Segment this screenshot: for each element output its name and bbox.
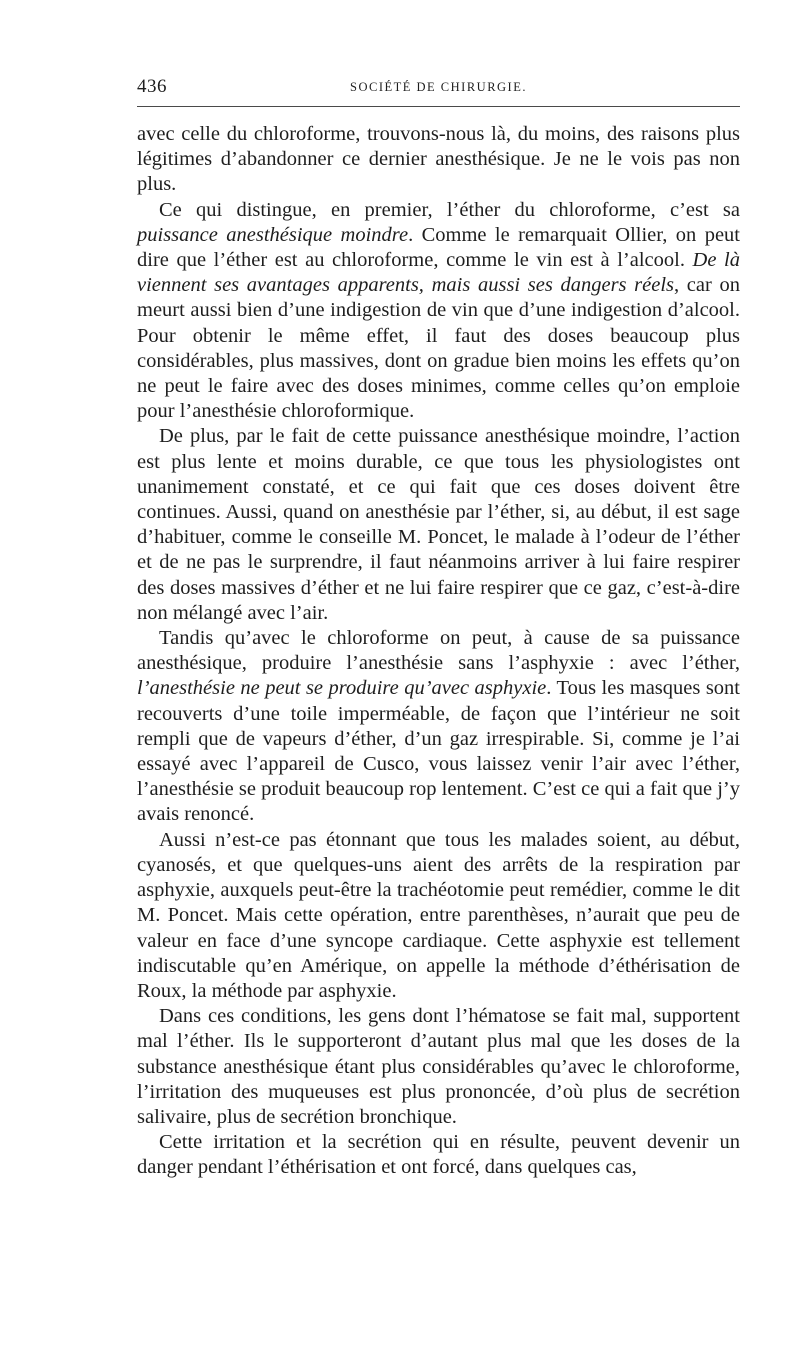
paragraph-text: Tandis qu’avec le chloroforme on peut, à cause de sa puissance anesthésique, produire l’anesthésie sans l’asphyxie : avec l’éther,	[137, 627, 740, 675]
paragraph-text: , car on meurt aussi bien d’une indigestion de vin que d’une indigestion d’alcool. Pour obtenir le même effet, il faut des doses beaucoup plus considérables, plus massives, dont on gradue bien moins les effets qu’on ne peut le faire avec des doses minimes, comme celles qu’on emploie pour l’anesthésie chloroformique.	[137, 274, 740, 423]
paragraph-2	[137, 198, 740, 425]
paragraph-text: . Tous les masques sont recouverts d’une toile imperméable, de façon que l’intérieur ne soit rempli que de vapeurs d’éther, d’un gaz irrespirable. Si, comme je l’ai essayé avec l’appareil de Cusco, vous laissez venir l’air avec l’éther, l’anesthésie se produit beaucoup rop lentement. C’est ce qui a fait que j’y avais renoncé.	[137, 677, 740, 826]
paragraph-text: Aussi n’est-ce pas étonnant que tous les malades soient, au début, cyanosés, et que quelques-uns aient des arrêts de la respiration par asphyxie, auxquels peut-être la trachéotomie peut remédier, comme le dit M. Poncet. Mais cette opération, entre parenthèses, n’aurait que peu de valeur en face d’une syncope cardiaque. Cette asphyxie est tellement indiscutable qu’en Amérique, on appelle la méthode d’éthérisation de Roux, la méthode par asphyxie.	[137, 828, 740, 1002]
paragraph-text: Cette irritation et la secrétion qui en résulte, peuvent devenir un danger pendant l’éthérisation et ont forcé, dans quelques cas,	[137, 1131, 740, 1179]
paragraph-text: . Comme le remarquait Ollier, on peut dire que l’éther est au chloroforme, comme le vin est à l’alcool.	[137, 223, 740, 272]
page-number: 436	[137, 76, 167, 97]
italic-phrase: puissance anesthésique moindre	[137, 223, 409, 246]
paragraph-3	[137, 424, 740, 626]
paragraph-1	[137, 122, 740, 198]
page-header	[137, 74, 740, 100]
italic-phrase: l’anesthésie ne peut se produire qu’avec asphyxie	[137, 677, 547, 700]
paragraph-7	[137, 1130, 740, 1180]
running-title: SOCIÉTÉ DE CHIRURGIE.	[350, 80, 527, 94]
paragraph-6	[137, 1004, 740, 1130]
body-text	[137, 122, 740, 1181]
header-rule	[137, 106, 740, 107]
italic-phrase: De là viennent ses avantages apparents, mais aussi ses dangers réels	[137, 249, 740, 297]
paragraph-text: De plus, par le fait de cette puissance anesthésique moindre, l’action est plus lente et moins durable, ce que tous les physiologistes ont unanimement constaté, et ce qui fait que ces doses doivent être continues. Aussi, quand on anesthésie par l’éther, si, au début, il est sage d’habituer, comme le conseille M. Poncet, le malade à l’odeur de l’éther et de ne pas le surprendre, il faut néanmoins arriver à lui faire respirer des doses massives d’éther et ne lui faire respirer que ce gaz, c’est-à-dire non mélangé avec l’air.	[137, 425, 740, 624]
paragraph-text: Ce qui distingue, en premier, l’éther du chloroforme, c’est sa	[159, 198, 740, 221]
paragraph-text: avec celle du chloroforme, trouvons-nous là, du moins, des raisons plus légitimes d’abandonner ce dernier anesthésique. Je ne le vois pas non plus.	[137, 123, 740, 196]
paragraph-5	[137, 828, 740, 1004]
paragraph-4	[137, 626, 740, 828]
paragraph-text: Dans ces conditions, les gens dont l’hématose se fait mal, supportent mal l’éther. Ils le supporteront d’autant plus mal que les doses de la substance anesthésique étant plus considérables qu’avec le chloroforme, l’irritation des muqueuses est plus prononcée, d’où plus de secrétion salivaire, plus de secrétion bronchique.	[137, 1005, 740, 1128]
